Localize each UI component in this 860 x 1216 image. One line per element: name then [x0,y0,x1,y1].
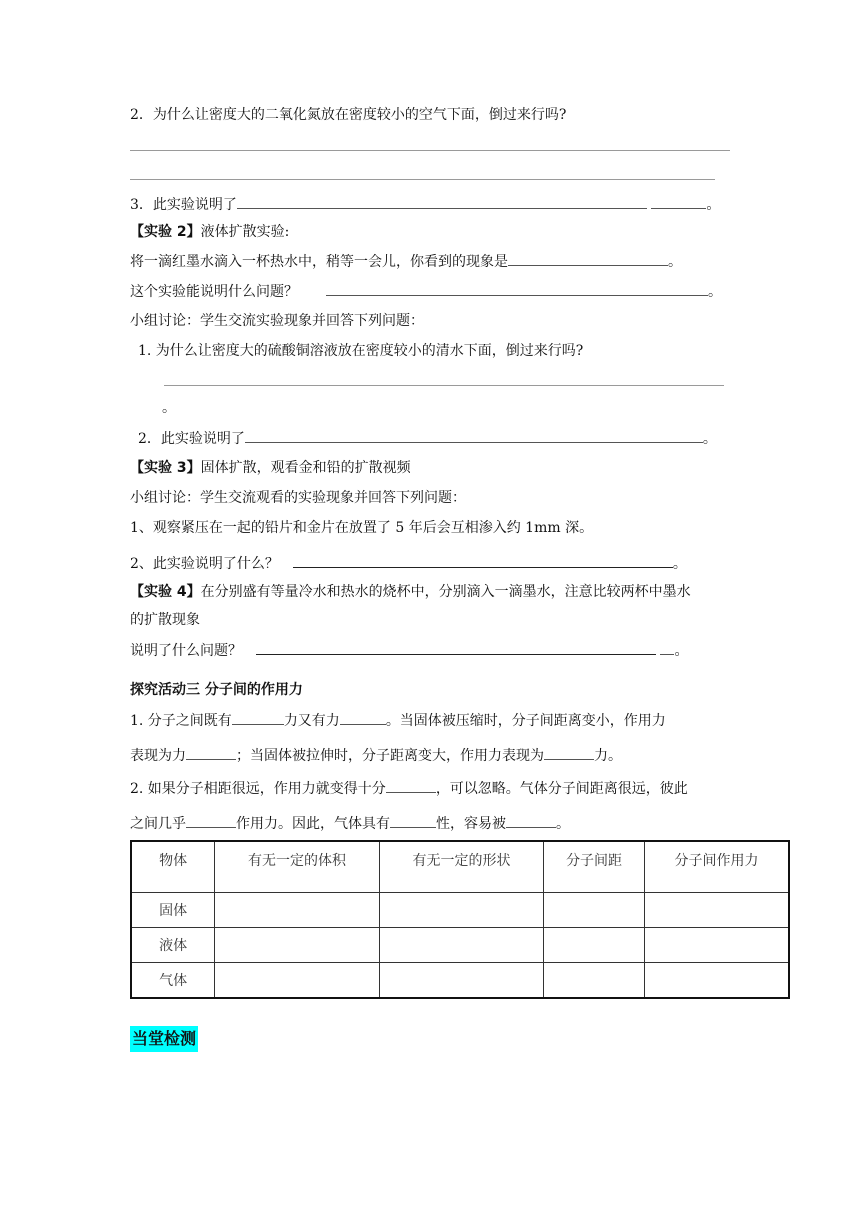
line-end: 。 [708,284,722,300]
answer-rule [164,385,724,386]
table-cell[interactable] [644,963,789,999]
experiment-3-heading [130,458,411,478]
table-cell[interactable] [215,893,379,928]
question-3 [130,194,720,215]
experiment-2-line-1 [130,251,682,272]
line-end: 。 [672,556,687,572]
table-header: 有无一定的形状 [379,841,543,893]
text: ，可以忽略。气体分子间距离很远，彼此 [435,781,688,797]
answer-blank[interactable] [186,813,236,828]
in-class-test-heading: 当堂检测 [130,1026,198,1052]
experiment-2-discussion: 小组讨论：学生交流实验现象并回答下列问题： [130,313,424,329]
question-3-prefix: 3．此实验说明了 [130,197,237,213]
experiment-3-bracket: 【实验 3】 [130,460,201,476]
table-cell[interactable] [644,928,789,963]
experiment-3-item-2 [130,553,687,574]
answer-blank[interactable] [544,745,594,760]
answer-blank[interactable] [508,251,668,266]
answer-rule [130,150,730,151]
experiment-2-line-2-text: 这个实验能说明什么问题？ [130,284,298,300]
answer-blank[interactable] [186,745,236,760]
answer-blank[interactable] [506,813,556,828]
question-3-suffix: 。 [706,197,721,213]
table-cell[interactable] [644,893,789,928]
text: 1. 分子之间既有 [130,713,232,729]
text: 力。 [594,748,622,764]
table-cell[interactable] [215,928,379,963]
answer-blank[interactable] [245,428,703,443]
activity-3-p2-line-2 [130,813,570,834]
activity-3-p2-line-1 [130,778,688,799]
text: 之间几乎 [130,816,186,832]
experiment-4-line-1 [130,582,691,602]
experiment-4-line-2: 的扩散现象 [130,612,200,628]
text: 作用力。因此，气体具有 [236,816,390,832]
question-end-mark: 。 [162,400,176,416]
text: 表现为力 [130,748,186,764]
table-row [131,928,789,963]
experiment-4-text: 在分别盛有等量冷水和热水的烧杯中，分别滴入一滴墨水，注意比较两杯中墨水 [200,584,691,600]
row-label: 固体 [131,893,215,928]
table-header: 分子间距 [544,841,645,893]
answer-blank[interactable] [232,710,284,725]
answer-blank[interactable] [390,813,436,828]
table-cell[interactable] [215,963,379,999]
table-cell[interactable] [544,928,645,963]
experiment-2-title: 液体扩散实验: [200,224,290,240]
text: 。 [556,816,570,832]
answer-blank[interactable] [256,640,656,655]
experiment-2-question-1: 1. 为什么让密度大的硫酸铜溶液放在密度较小的清水下面，倒过来行吗? [138,343,584,359]
table-cell[interactable] [379,893,543,928]
text: 力又有力 [283,713,340,729]
answer-blank[interactable] [386,778,436,793]
table-cell[interactable] [544,893,645,928]
answer-rule [130,179,715,180]
table-header-row [131,841,789,893]
experiment-2-question-2 [138,428,717,449]
table-header: 物体 [131,841,215,893]
text: 。当固体被压缩时，分子间距离变小，作用力 [385,713,666,729]
row-label: 液体 [131,928,215,963]
line-prefix: 说明了什么问题？ [130,643,242,659]
row-label: 气体 [131,963,215,999]
question-prefix: 2．此实验说明了 [138,431,245,447]
line-end: 。 [702,431,717,447]
item-prefix: 2、此实验说明了什么？ [130,556,279,572]
states-of-matter-table [130,840,790,999]
experiment-2-heading [130,222,289,242]
line-end: 。 [674,643,689,659]
question-2: 2．为什么让密度大的二氧化氮放在密度较小的空气下面，倒过来行吗? [130,107,567,123]
activity-3-title: 探究活动三 分子间的作用力 [130,682,303,698]
activity-3-p1-line-1 [130,710,666,731]
experiment-3-title: 固体扩散，观看金和铅的扩散视频 [200,460,411,476]
table-cell[interactable] [379,928,543,963]
text: 2. 如果分子相距很远，作用力就变得十分 [130,781,386,797]
table-header: 分子间作用力 [644,841,789,893]
table-cell[interactable] [544,963,645,999]
text: ；当固体被拉伸时，分子距离变大，作用力表现为 [236,748,544,764]
answer-blank[interactable] [326,281,708,296]
table-cell[interactable] [379,963,543,999]
text: 性，容易被 [436,816,506,832]
answer-blank[interactable] [651,194,706,209]
experiment-3-discussion: 小组讨论：学生交流观看的实验现象并回答下列问题： [130,490,466,506]
experiment-4-line-3 [130,640,688,661]
experiment-3-item-1: 1、观察紧压在一起的铅片和金片在放置了 5 年后会互相渗入约 1mm 深。 [130,520,594,536]
table-row [131,893,789,928]
experiment-2-line-1-text: 将一滴红墨水滴入一杯热水中，稍等一会儿，你看到的现象是 [130,254,508,270]
activity-3-p1-line-2 [130,745,622,766]
experiment-4-bracket: 【实验 4】 [130,584,201,600]
experiment-2-bracket: 【实验 2】 [130,224,201,240]
table-row [131,963,789,999]
answer-blank[interactable] [340,710,386,725]
table-header: 有无一定的体积 [215,841,379,893]
answer-blank[interactable] [660,640,674,655]
answer-blank[interactable] [293,553,673,568]
answer-blank[interactable] [237,194,647,209]
line-end: 。 [668,254,682,270]
experiment-2-line-2 [130,281,722,302]
